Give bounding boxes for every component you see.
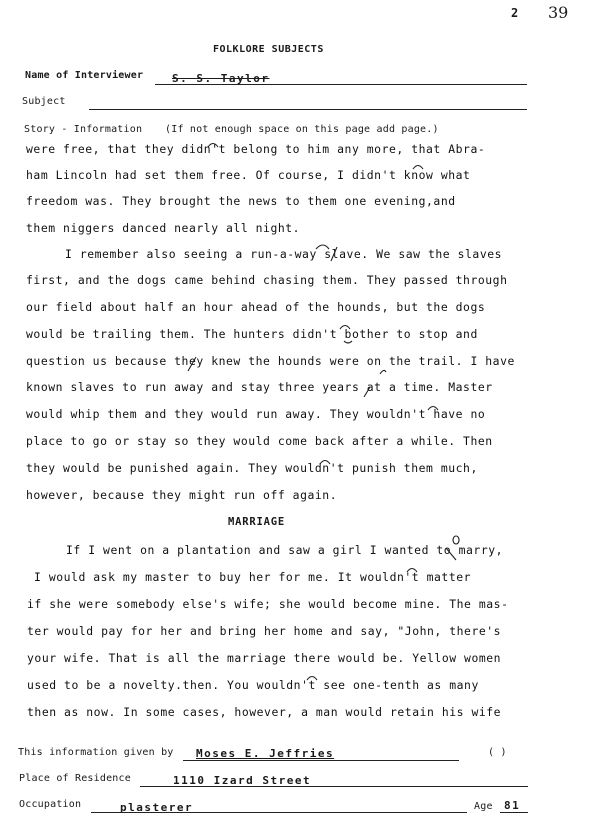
subject-label: Subject	[22, 96, 66, 107]
occupation-label: Occupation	[19, 799, 82, 810]
body-line: them niggers danced nearly all night.	[26, 221, 301, 235]
page-number-left: 2	[511, 6, 519, 20]
marriage-line: your wife. That is all the marriage there would be. Yellow women	[27, 651, 502, 665]
story-note: (If not enough space on this page add page.)	[165, 124, 439, 135]
body-line: I remember also seeing a run-a-way slave. We saw the slaves	[65, 247, 503, 261]
informant-paren: ( )	[488, 747, 507, 758]
marriage-line: then as now. In some cases, however, a man would retain his wife	[27, 705, 502, 719]
age-value: 81	[504, 799, 521, 812]
residence-label: Place of Residence	[19, 773, 131, 784]
story-label: Story - Information	[24, 124, 143, 135]
body-line: would be trailing them. The hunters didn't bother to stop and	[26, 327, 478, 341]
informant-line	[183, 760, 459, 761]
informant-value: Moses E. Jeffries	[196, 747, 335, 760]
body-line: would whip them and they would run away. They wouldn't have no	[26, 407, 486, 421]
body-line: they would be punished again. They wouldn't punish them much,	[26, 461, 478, 475]
occupation-value: plasterer	[120, 801, 194, 814]
marriage-line: I would ask my master to buy her for me. It wouldn't matter	[34, 570, 472, 584]
page-number-right: 39	[548, 3, 569, 22]
marriage-line: ter would pay for her and bring her home and say, "John, there's	[27, 624, 502, 638]
marriage-line: if she were somebody else's wife; she would become mine. The mas-	[27, 597, 509, 611]
interviewer-label: Name of Interviewer	[25, 70, 144, 81]
section-heading-marriage: MARRIAGE	[228, 516, 285, 528]
page-heading: FOLKLORE SUBJECTS	[213, 44, 324, 55]
body-line: were free, that they didn't belong to him any more, that Abra-	[26, 142, 486, 156]
body-line: question us because they knew the hounds were on the trail. I have	[26, 354, 515, 368]
body-line: known slaves to run away and stay three years at a time. Master	[26, 380, 493, 394]
residence-value: 1110 Izard Street	[173, 774, 312, 787]
informant-label: This information given by	[18, 747, 174, 758]
interviewer-value: S. S. Taylor	[172, 72, 270, 85]
body-line: freedom was. They brought the news to them one evening,and	[26, 194, 456, 208]
body-line: ham Lincoln had set them free. Of course, I didn't know what	[26, 168, 471, 182]
marriage-line: If I went on a plantation and saw a girl I wanted to marry,	[66, 543, 504, 557]
marriage-line: used to be a novelty.then. You wouldn't see one-tenth as many	[27, 678, 479, 692]
body-line: our field about half an hour ahead of the hounds, but the dogs	[26, 300, 486, 314]
body-line: place to go or stay so they would come back after a while. Then	[26, 434, 493, 448]
age-line	[500, 812, 528, 813]
body-line: first, and the dogs came behind chasing them. They passed through	[26, 273, 508, 287]
age-label: Age	[474, 801, 493, 812]
body-line: however, because they might run off again.	[26, 488, 338, 502]
